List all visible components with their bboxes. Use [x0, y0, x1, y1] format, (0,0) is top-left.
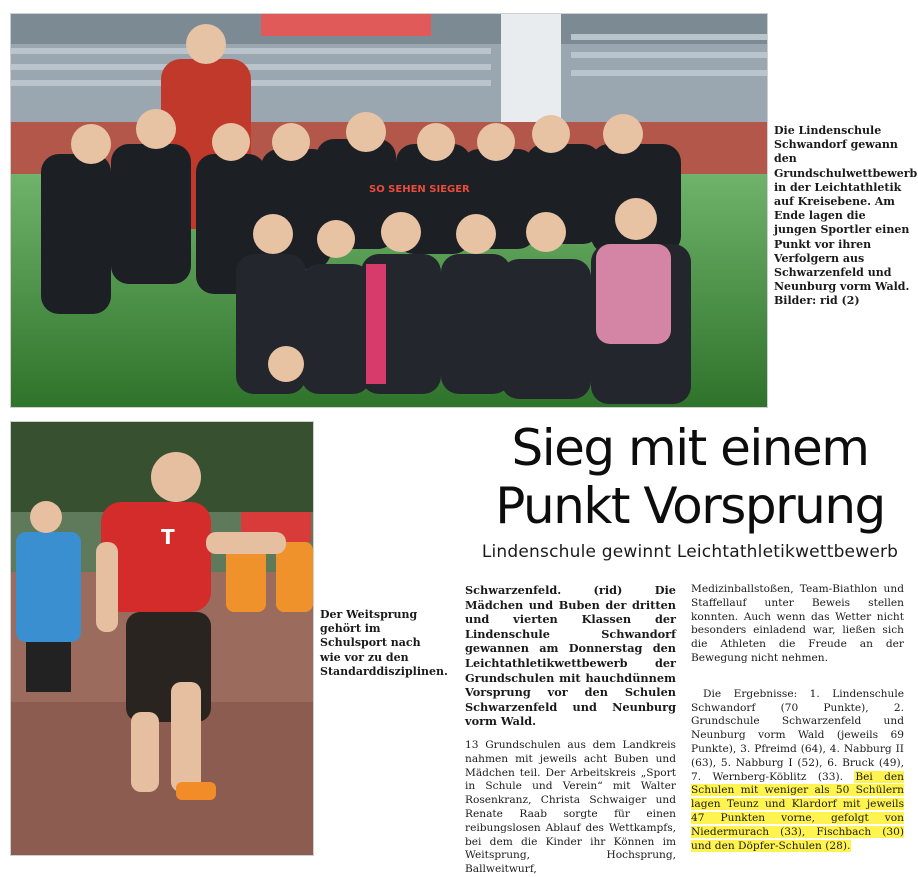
caption-bottom: [320, 608, 448, 679]
caption-top: [774, 124, 918, 309]
svg-text:T: T: [161, 525, 175, 549]
caption-top-text: Die Lindenschule Schwandorf gewann den Grundschulwettbewerb in der Leichtathletik auf Kreisebene. Am Ende lagen die jungen Sportler einen Punkt vor ihren Verfolgern aus Schwarzenfeld und Neunburg vorm Wald.: [774, 124, 918, 294]
photo-credit: Bilder: rid (2): [774, 294, 860, 308]
article-column-1: [465, 583, 676, 877]
headline-line-2: Punkt Vorsprung: [495, 477, 885, 535]
team-photo-icon: [11, 14, 767, 407]
article-dateline: Schwarzenfeld. (rid): [465, 583, 623, 597]
results-text: Die Ergebnisse: 1. Lindenschule Schwandorf (70 Punkte), 2. Grundschule Schwarzenfeld und Neunburg vorm Wald (jeweils 69 Punkte), 3. Pfreimd (64), 4. Nabburg II (63), 5. Nabburg I (52), 6. Bruck (49), 7. Wernberg-Köblitz (33).: [691, 687, 904, 783]
article-paragraph-2: Medizinballstoßen, Team-Biathlon und Staffellauf unter Beweis stellen konnten. Auch wenn das Wetter nicht besonders einladend war, ließen sich die Athleten die Freude an der Bewegung nicht nehmen.: [691, 583, 904, 664]
results-paragraph: [691, 688, 904, 854]
headline-line-1: Sieg mit einem: [511, 419, 869, 477]
long-jump-photo: [10, 421, 314, 856]
subheadline: Lindenschule gewinnt Leichtathletikwettbewerb: [481, 542, 899, 562]
long-jump-photo-icon: [11, 422, 313, 855]
results-highlight: Bei den Schulen mit weniger als 50 Schülern lagen Teunz und Klardorf mit jeweils 47 Punkten vorne, gefolgt von Niedermurach (33), Fischbach (30) und den Döpfer-Schulen (28).: [691, 770, 905, 852]
article-lead-text: Die Mädchen und Buben der dritten und vierten Klassen der Lindenschule Schwandorf gewannen am Donnerstag den Leichtathletikwettbewerb der Grundschulen mit hauchdünnem Vorsprung vor den Schulen Schwarzenfeld und Neunburg vorm Wald.: [465, 583, 676, 729]
caption-bottom-text: Der Weitsprung gehört im Schulsport nach wie vor zu den Standarddisziplinen.: [320, 608, 448, 678]
article-paragraph-1: 13 Grundschulen aus dem Landkreis nahmen mit jeweils acht Buben und Mädchen teil. Der Arbeitskreis „Sport in Schule und Verein“ mit Walter Rosenkranz, Christa Schwaiger und Renate Raab sorgte für einen reibungslosen Ablauf des Wettkampfs, bei dem die Kinder ihr Können im Weitsprung, Hochsprung, Ballweitwurf,: [465, 738, 676, 876]
shirt-text: SO SEHEN SIEGER: [369, 184, 470, 195]
article-lead: [465, 583, 676, 729]
team-photo: [10, 13, 768, 408]
article-column-2: [691, 583, 904, 853]
